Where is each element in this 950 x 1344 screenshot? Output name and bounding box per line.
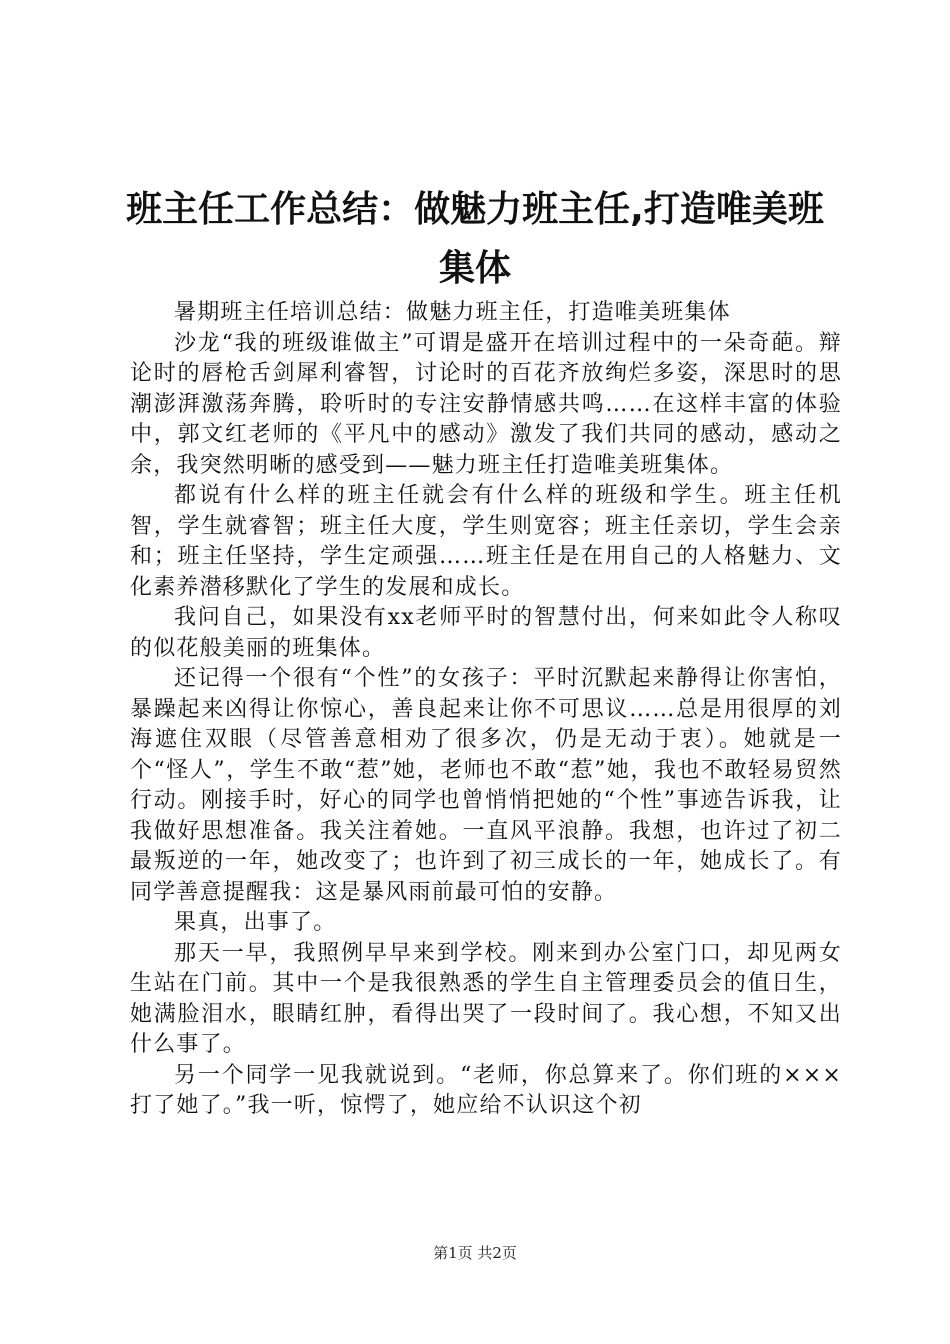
page-footer: 第1页 共2页: [433, 1244, 517, 1262]
paragraph-4: 我问自己，如果没有xx老师平时的智慧付出，何来如此令人称叹的似花般美丽的班集体。: [130, 605, 842, 661]
paragraph-3: 都说有什么样的班主任就会有什么样的班级和学生。班主任机智，学生就睿智；班主任大度，学生则宽容；班主任亲切，学生会亲和；班主任坚持，学生定顽强……班主任是在用自己的人格魅力、文化素养潜移默化了学生的发展和成长。: [130, 483, 842, 600]
document-body: [130, 298, 842, 1122]
paragraph-7: 那天一早，我照例早早来到学校。刚来到办公室门口，却见两女生站在门前。其中一个是我很熟悉的学生自主管理委员会的值日生，她满脸泪水，眼睛红肿，看得出哭了一段时间了。我心想，不知又出什么事了。: [130, 940, 842, 1057]
document-title: 班主任工作总结：做魅力班主任,打造唯美班集体: [126, 189, 824, 289]
paragraph-1: 暑期班主任培训总结：做魅力班主任，打造唯美班集体: [174, 300, 731, 325]
paragraph-2: 沙龙“我的班级谁做主”可谓是盛开在培训过程中的一朵奇葩。辩论时的唇枪舌剑犀利睿智，讨论时的百花齐放绚烂多姿，深思时的思潮澎湃激荡奔腾，聆听时的专注安静情感共鸣……在这样丰富的体验中，郭文红老师的《平凡中的感动》激发了我们共同的感动，感动之余，我突然明晰的感受到——魅力班主任打造唯美班集体。: [130, 330, 842, 478]
paragraph-6: 果真，出事了。: [174, 910, 337, 935]
paragraph-8: 另一个同学一见我就说到。“老师，你总算来了。你们班的×××打了她了。”我一听，惊愕了，她应给不认识这个初: [130, 1062, 842, 1118]
paragraph-5: 还记得一个很有“个性”的女孩子：平时沉默起来静得让你害怕，暴躁起来凶得让你惊心，善良起来让你不可思议……总是用很厚的刘海遮住双眼（尽管善意相劝了很多次，仍是无动于衷）。她就是一个“怪人”，学生不敢“惹”她，老师也不敢“惹”她，我也不敢轻易贸然行动。刚接手时，好心的同学也曾悄悄把她的“个性”事迹告诉我，让我做好思想准备。我关注着她。一直风平浪静。我想，也许过了初二最叛逆的一年，她改变了；也许到了初三成长的一年，她成长了。有同学善意提醒我：这是暴风雨前最可怕的安静。: [130, 666, 842, 905]
